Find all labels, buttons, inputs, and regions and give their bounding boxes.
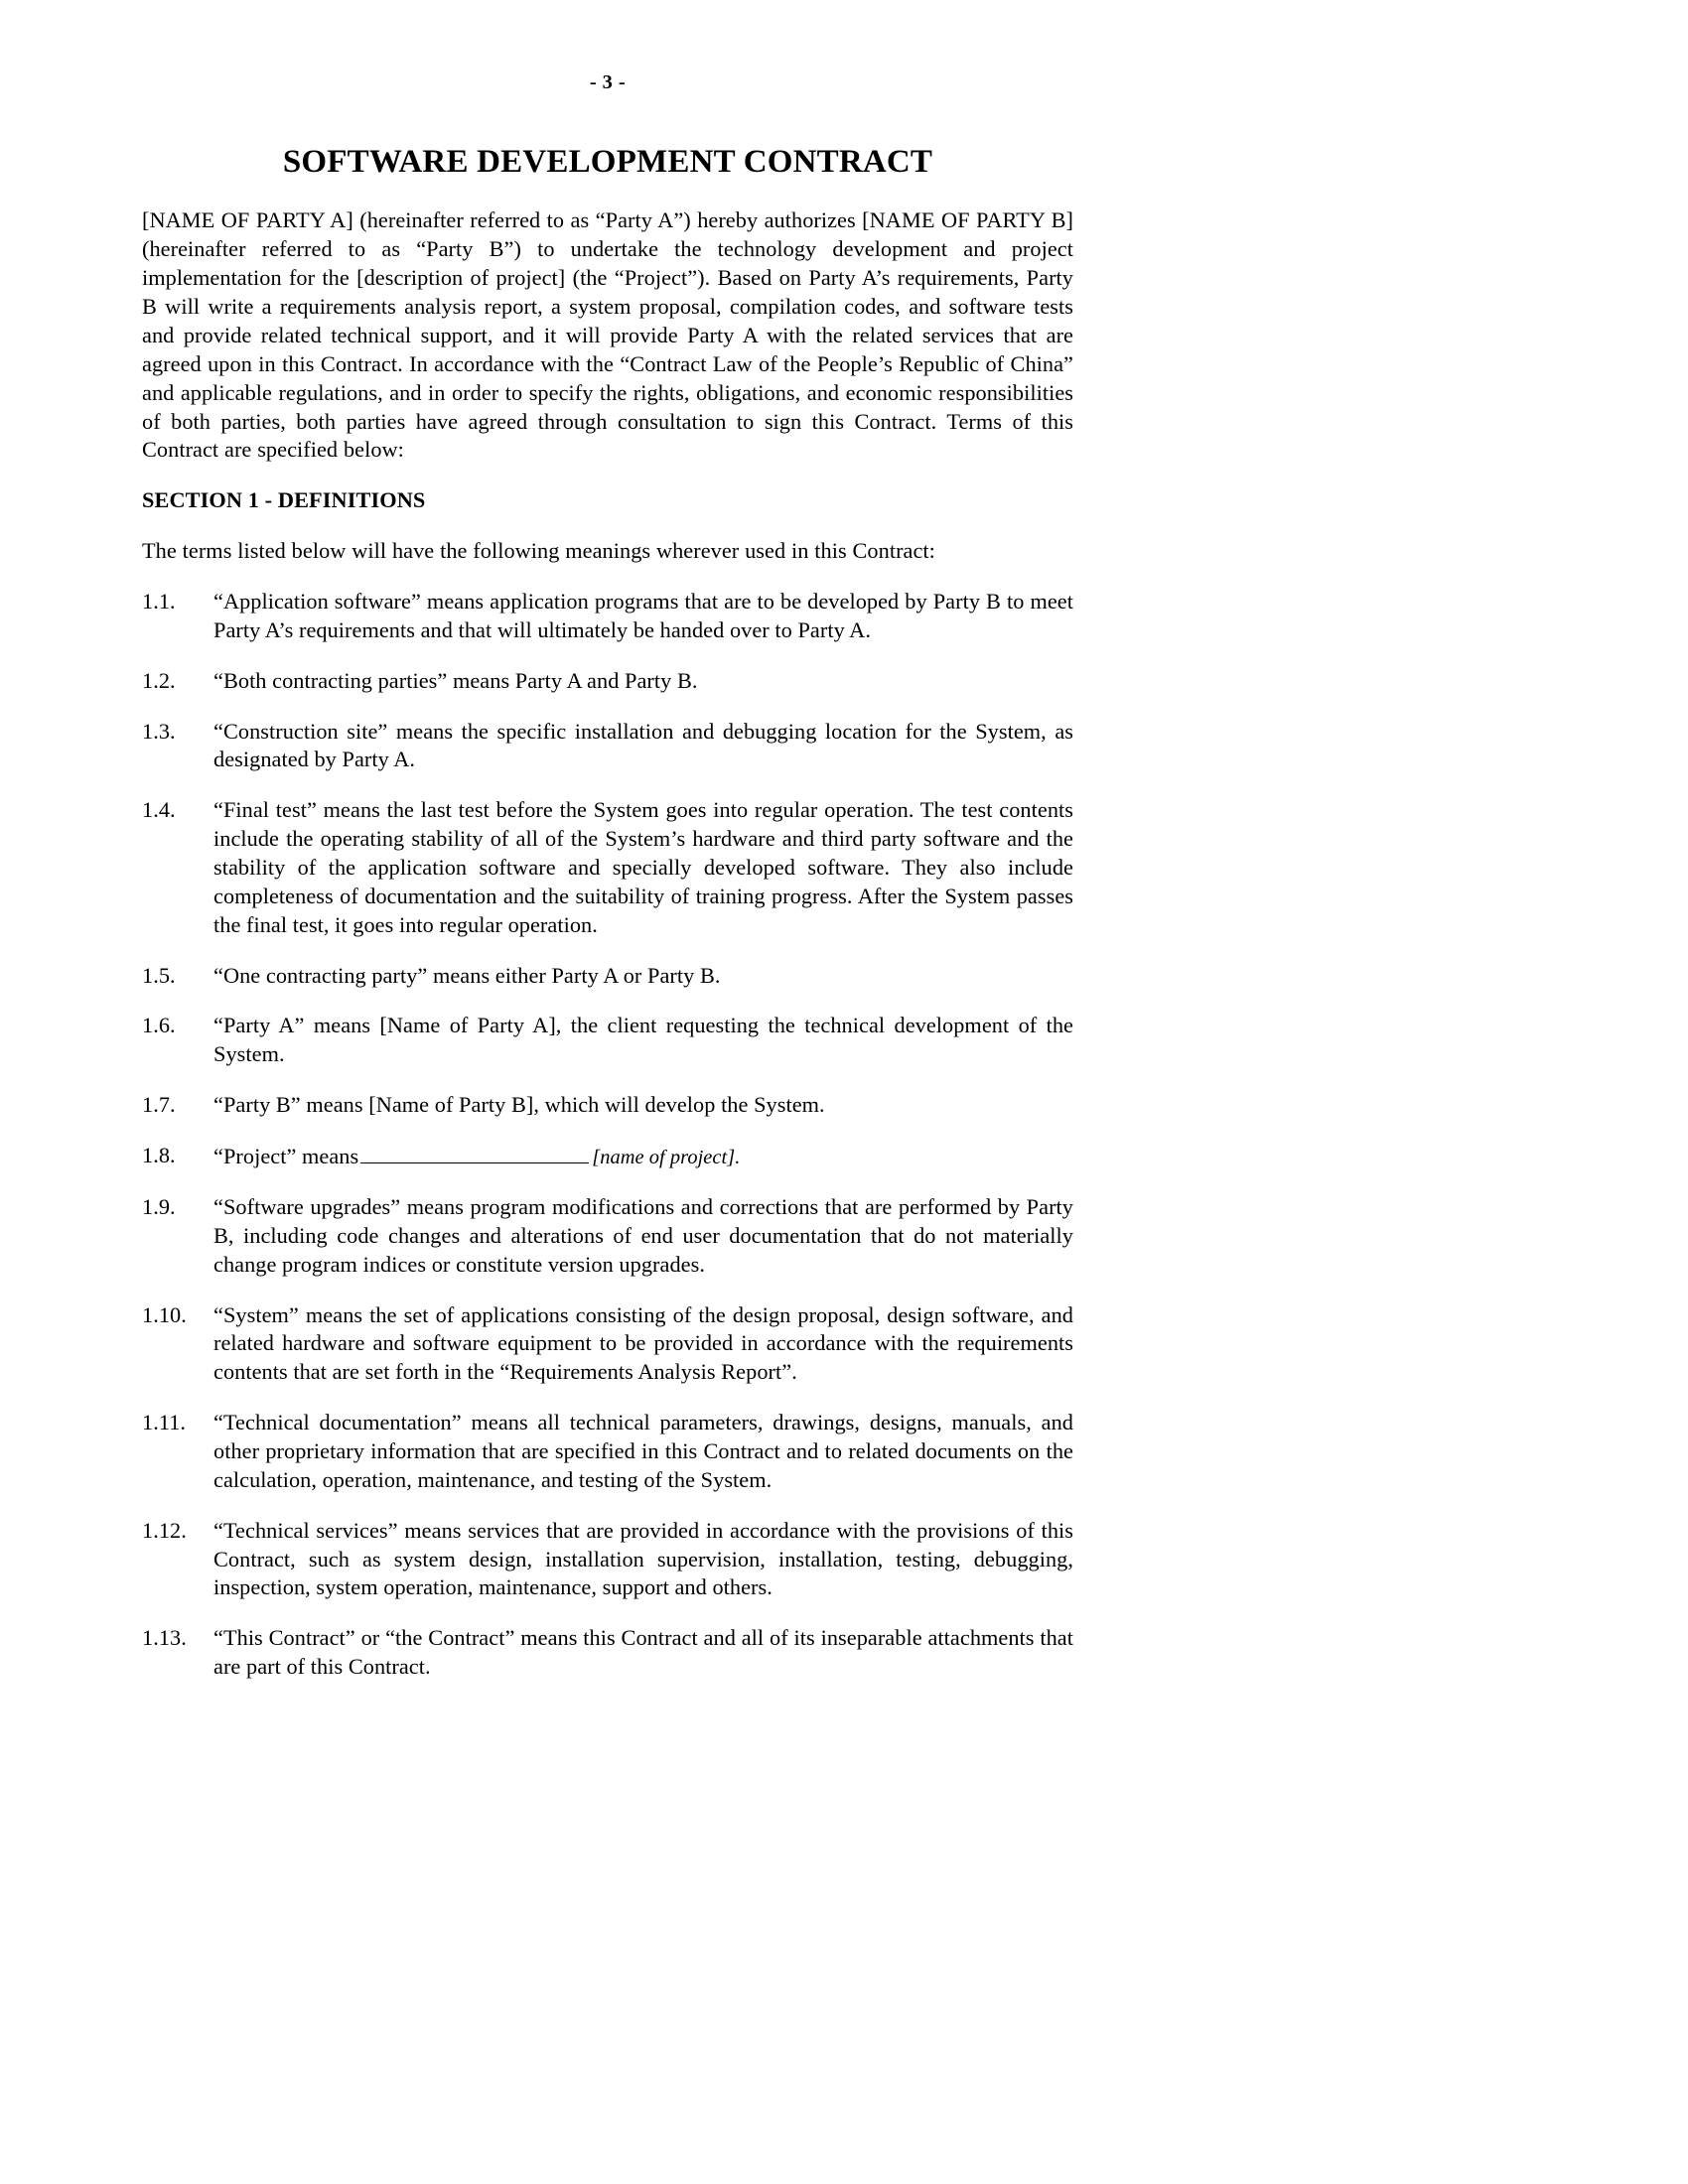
definition-item — [142, 588, 1073, 645]
definition-text: “Final test” means the last test before the System goes into regular operation. The test contents include the operating stability of all of the System’s hardware and third party software and the stability of the application software and specially developed software. They also include completeness of documentation and the suitability of training progress. After the System passes the final test, it goes into regular operation. — [213, 797, 1073, 937]
definition-item — [142, 667, 1073, 696]
definition-number: 1.6. — [142, 1013, 176, 1038]
definition-text: “Construction site” means the specific installation and debugging location for the System, as designated by Party A. — [213, 718, 1073, 772]
definition-item — [142, 718, 1073, 775]
definition-number: 1.4. — [142, 797, 176, 823]
definition-text-before-blank: “Project” means — [213, 1144, 359, 1169]
spacer — [142, 566, 1073, 588]
spacer — [142, 990, 1073, 1012]
definition-item — [142, 1301, 1073, 1388]
definition-text: “One contracting party” means either Party A or Party B. — [213, 962, 721, 988]
spacer — [142, 465, 1073, 486]
project-name-blank-field[interactable] — [360, 1142, 589, 1163]
title-spacer — [142, 181, 1073, 206]
definition-item — [142, 1012, 1073, 1069]
definition-text: “This Contract” or “the Contract” means this Contract and all of its inseparable attachments that are part of this Contract. — [213, 1625, 1073, 1680]
definition-number: 1.3. — [142, 718, 176, 744]
definition-item — [142, 1193, 1073, 1280]
definition-number: 1.12. — [142, 1517, 187, 1543]
spacer — [142, 1280, 1073, 1301]
definition-text: “Application software” means application programs that are to be developed by Party B to meet Party A’s requirements and that will ultimately be handed over to Party A. — [213, 588, 1073, 642]
definition-text: “Party B” means [Name of Party B], which will develop the System. — [213, 1092, 825, 1118]
definition-number: 1.8. — [142, 1142, 176, 1167]
spacer — [142, 774, 1073, 796]
spacer — [142, 1171, 1073, 1193]
definition-number: 1.7. — [142, 1092, 176, 1118]
definition-number: 1.2. — [142, 667, 176, 693]
definition-text: “Software upgrades” means program modifications and corrections that are performed by Party B, including code changes and alterations of end user documentation that do not materially change program indices or constitute version upgrades. — [213, 1194, 1073, 1277]
definition-item — [142, 796, 1073, 939]
spacer — [142, 696, 1073, 718]
section-intro-paragraph: The terms listed below will have the following meanings wherever used in this Contract: — [142, 538, 935, 564]
definition-number: 1.13. — [142, 1625, 187, 1651]
section-heading: SECTION 1 - DEFINITIONS — [142, 487, 426, 513]
definition-text: “Technical documentation” means all technical parameters, drawings, designs, manuals, and other proprietary information that are specified in this Contract and to related documents on the calculation, operation, maintenance, and testing of the System. — [213, 1410, 1073, 1492]
definition-italic-hint: [name of project]. — [592, 1147, 741, 1169]
definition-number: 1.1. — [142, 588, 176, 614]
spacer — [142, 1602, 1073, 1624]
page-content — [142, 0, 1073, 1682]
definition-text: “Party A” means [Name of Party A], the client requesting the technical development of the System. — [213, 1013, 1073, 1067]
page-number: - 3 - — [589, 71, 627, 93]
definition-item — [142, 1091, 1073, 1120]
definition-item — [142, 1409, 1073, 1495]
definition-number: 1.11. — [142, 1410, 187, 1435]
spacer — [142, 1120, 1073, 1142]
definition-text: “System” means the set of applications consisting of the design proposal, design software, and related hardware and software equipment to be provided in accordance with the requirements contents that are set forth in the “Requirements Analysis Report”. — [213, 1301, 1073, 1385]
definition-item-fill-in — [142, 1142, 1073, 1171]
page-title: SOFTWARE DEVELOPMENT CONTRACT — [282, 143, 933, 180]
definition-number: 1.10. — [142, 1301, 187, 1327]
spacer — [142, 515, 1073, 537]
spacer — [142, 645, 1073, 667]
definition-item — [142, 1624, 1073, 1682]
preamble-paragraph: [NAME OF PARTY A] (hereinafter referred to as “Party A”) hereby authorizes [NAME OF PARTY B] (hereinafter referred to as “Party B”) to undertake the technology development and project implementation for the [description of project] (the “Project”). Based on Party A’s requirements, Party B will write a requirements analysis report, a system proposal, compilation codes, and software tests and provide related technical support, and it will provide Party A with the related services that are agreed upon in this Contract. In accordance with the “Contract Law of the People’s Republic of China” and applicable regulations, and in order to specify the rights, obligations, and economic responsibilities of both parties, both parties have agreed through consultation to sign this Contract. Terms of this Contract are specified below: — [142, 207, 1073, 463]
definition-item — [142, 1517, 1073, 1603]
definition-text: “Technical services” means services that are provided in accordance with the provisions of this Contract, such as system design, installation supervision, installation, testing, debugging, inspection, system operation, maintenance, support and others. — [213, 1517, 1073, 1600]
spacer — [142, 1495, 1073, 1517]
definition-number: 1.9. — [142, 1194, 176, 1219]
definition-item — [142, 962, 1073, 991]
spacer — [142, 940, 1073, 962]
definition-text: “Both contracting parties” means Party A and Party B. — [213, 667, 698, 693]
spacer — [142, 1387, 1073, 1409]
spacer — [142, 1069, 1073, 1091]
definition-number: 1.5. — [142, 962, 176, 988]
